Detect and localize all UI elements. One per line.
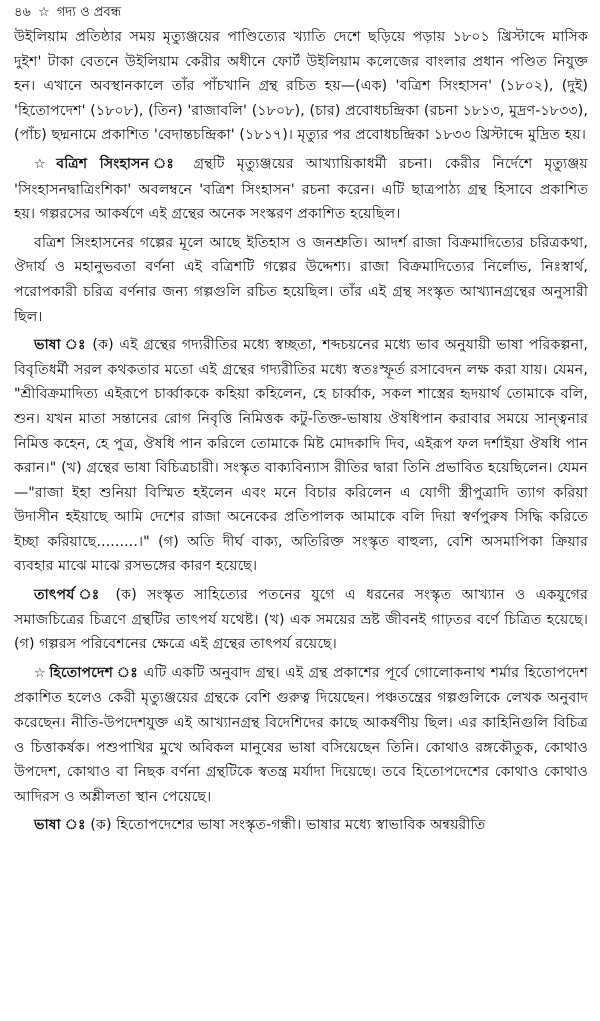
- paragraph-significance: [14, 583, 588, 657]
- paragraph-text: উইলিয়াম প্রতিষ্ঠার সময় মৃত্যুঞ্জয়ের পাণ্ডিত্যের খ্যাতি দেশে ছড়িয়ে পড়ায় ১৮০১ খ্রিস্টাব্দে মাসিক দুইশ' টাকা বেতনে উইলিয়াম কেরীর অধীনে ফোর্ট উইলিয়াম কলেজের বাংলার প্রধান পণ্ডিত নিযুক্ত হন। এখানে অবস্থানকালে তাঁর পাঁচখানি গ্রন্থ রচিত হয়—(এক) 'বত্রিশ সিংহাসন' (১৮০২), (দুই) 'হিতোপদেশ' (১৮০৮), (তিন) 'রাজাবলি' (১৮০৮), (চার) প্রবোধচন্দ্রিকা (রচনা ১৮১৩, মুদ্রণ-১৮৩৩), (পাঁচ) ছদ্মনামে প্রকাশিত 'বেদান্তচন্দ্রিকা' (১৮১৭)। মৃত্যুর পর প্রবোধচন্দ্রিকা ১৮৩৩ খ্রিস্টাব্দে মুদ্রিত হয়।: [14, 29, 588, 144]
- section-heading: বত্রিশ সিংহাসন ঃ: [56, 155, 182, 172]
- paragraph-intro: [14, 25, 588, 148]
- section-heading: তাৎপর্য ঃ: [34, 587, 106, 604]
- star-icon: ☆: [34, 156, 54, 172]
- paragraph-text: (ক) এই গ্রন্থের গদ্যরীতির মধ্যে স্বচ্ছতা, শব্দচয়নের মধ্যে ভাব অনুযায়ী ভাষা পরিকল্পনা, বিবৃতিধর্মী সরল কথকতার মতো এই গ্রন্থের গদ্যরীতির মধ্যে স্বতঃস্ফূর্ত রসাবেদন লক্ষ করা যায়। যেমন, "শ্রীবিক্রমাদিত্য এইরূপে চার্ব্বাককে কহিয়া কহিলেন, হে চার্ব্বাক, সকল শাস্ত্রের হৃদয়ার্থ তোমাকে বলি, শুন। যখন মাতা সন্তানের রোগ নিবৃত্তি নিমিত্তক কটু-তিক্ত-ভাষায় ঔষধিপান করাবার সময়ে সান্ত্বনার নিমিত্ত কহেন, হে পুত্র, ঔষধি পান করিলে তোমাকে মিষ্ট মোদকাদি দিব, এইরূপ ফল দর্শাইয়া ঔষধি পান করান।" (খ) গ্রন্থের ভাষা বিচিত্রচারী। সংস্কৃত বাক্যবিন্যাস রীতির দ্বারা তিনি প্রভাবিত হয়েছিলেন। যেমন—"রাজা ইহা শুনিয়া বিস্মিত হইলেন এবং মনে বিচার করিলেন এ যোগী স্ত্রীপুত্রাদি ত্যাগ করিয়া উদাসীন হইয়াছে আমি দেশের রাজা অনেকের প্রতিপালক আমাকে বলি দিয়া স্বর্ণপুরুষ সিদ্ধি করিতে ইচ্ছা করিয়াছে.........।" (গ) অতি দীর্ঘ বাক্য, অতিরিক্ত সংস্কৃত বাহুল্য, বেশি অসমাপিকা ক্রিয়ার ব্যবহার মাঝে মাঝে রসভঙ্গের কারণ হয়েছে।: [14, 337, 589, 575]
- paragraph-text: গ্রন্থটি মৃত্যুঞ্জয়ের আখ্যায়িকাধর্মী রচনা। কেরীর নির্দেশে মৃত্যুঞ্জয় 'সিংহাসনদ্বাত্রিংশিকা' অবলম্বনে 'বত্রিশ সিংহাসন' রচনা করেন। এটি ছাত্রপাঠ্য গ্রন্থ হিসাবে প্রকাশিত হয়। গল্পরসের আকর্ষণে এই গ্রন্থের অনেক সংস্করণ প্রকাশিত হয়েছিল।: [14, 155, 588, 223]
- running-head: [14, 4, 588, 22]
- star-icon: ☆: [38, 5, 50, 20]
- paragraph-hitopadesh: [14, 661, 588, 810]
- section-heading: ভাষা ঃ: [34, 337, 87, 354]
- paragraph-batrish-singhasan: [14, 152, 588, 227]
- paragraph-text: (ক) হিতোপদেশের ভাষা সংস্কৃত-গন্ধী। ভাষার মধ্যে স্বাভাবিক অন্বয়রীতি: [85, 817, 486, 834]
- section-heading: হিতোপদেশ ঃ: [49, 664, 139, 681]
- paragraph-text: এটি একটি অনুবাদ গ্রন্থ। এই গ্রন্থ প্রকাশের পূর্বে গোলোকনাথ শর্মার হিতোপদেশ প্রকাশিত হলেও কেরী মৃত্যুঞ্জয়ের গ্রন্থকে বেশি গুরুত্ব দিয়েছেন। পঞ্চতন্ত্রের গল্পগুলিকে লেখক অনুবাদ করেছেন। নীতি-উপদেশযুক্ত এই আখ্যানগ্রন্থ বিদেশিদের কাছে আকর্ষণীয় ছিল। এর কাহিনিগুলি বিচিত্র ও চিত্তাকর্ষক। পশুপাখির মুখে অবিকল মানুষের ভাষা বসিয়েছেন তিনি। কোথাও রঙ্গকৌতুক, কোথাও উপদেশ, কোথাও বা নিছক বর্ণনা গ্রন্থটিকে স্বতন্ত্র মর্যাদা দিয়েছে। তবে হিতোপদেশের কোথাও কোথাও আদিরস ও অশ্লীলতা স্থান পেয়েছে।: [14, 664, 588, 805]
- paragraph-hitopadesh-language: [14, 813, 588, 838]
- paragraph-text: বত্রিশ সিংহাসনের গল্পের মূলে আছে ইতিহাস ও জনশ্রুতি। আদর্শ রাজা বিক্রমাদিত্যের চরিত্রকথা, ঔদার্য ও মহানুভবতা বর্ণনা এই বত্রিশটি গল্পের উদ্দেশ্য। রাজা বিক্রমাদিত্যের নির্লোভ, নিঃস্বার্থ, পরোপকারী চরিত্র বর্ণনার জন্য গল্পগুলি রচিত হয়েছিল। তাঁর এই গ্রন্থ সংস্কৃত আখ্যানগ্রন্থের অনুসারী ছিল।: [14, 234, 588, 325]
- paragraph-text: (ক) সংস্কৃত সাহিত্যের পতনের যুগে এ ধরনের সংস্কৃত আখ্যান ও একযুগের সমাজচিত্রের চিত্রণে গ্রন্থটির তাৎপর্য যথেষ্ট। (খ) এক সময়ের ভ্রষ্ট জীবনই গাঢ়তর বর্ণে চিত্রিত হয়েছে। (গ) গল্পরস পরিবেশনের ক্ষেত্রে এই গ্রন্থের তাৎপর্য রয়েছে।: [14, 587, 588, 653]
- paragraph-story-roots: [14, 231, 588, 329]
- paragraph-language: [14, 333, 588, 579]
- section-heading: ভাষা ঃ: [34, 817, 86, 834]
- section-title: গদ্য ও প্রবন্ধ: [56, 5, 122, 20]
- star-icon: ☆: [34, 665, 47, 681]
- page-number: ৪৬: [14, 5, 31, 20]
